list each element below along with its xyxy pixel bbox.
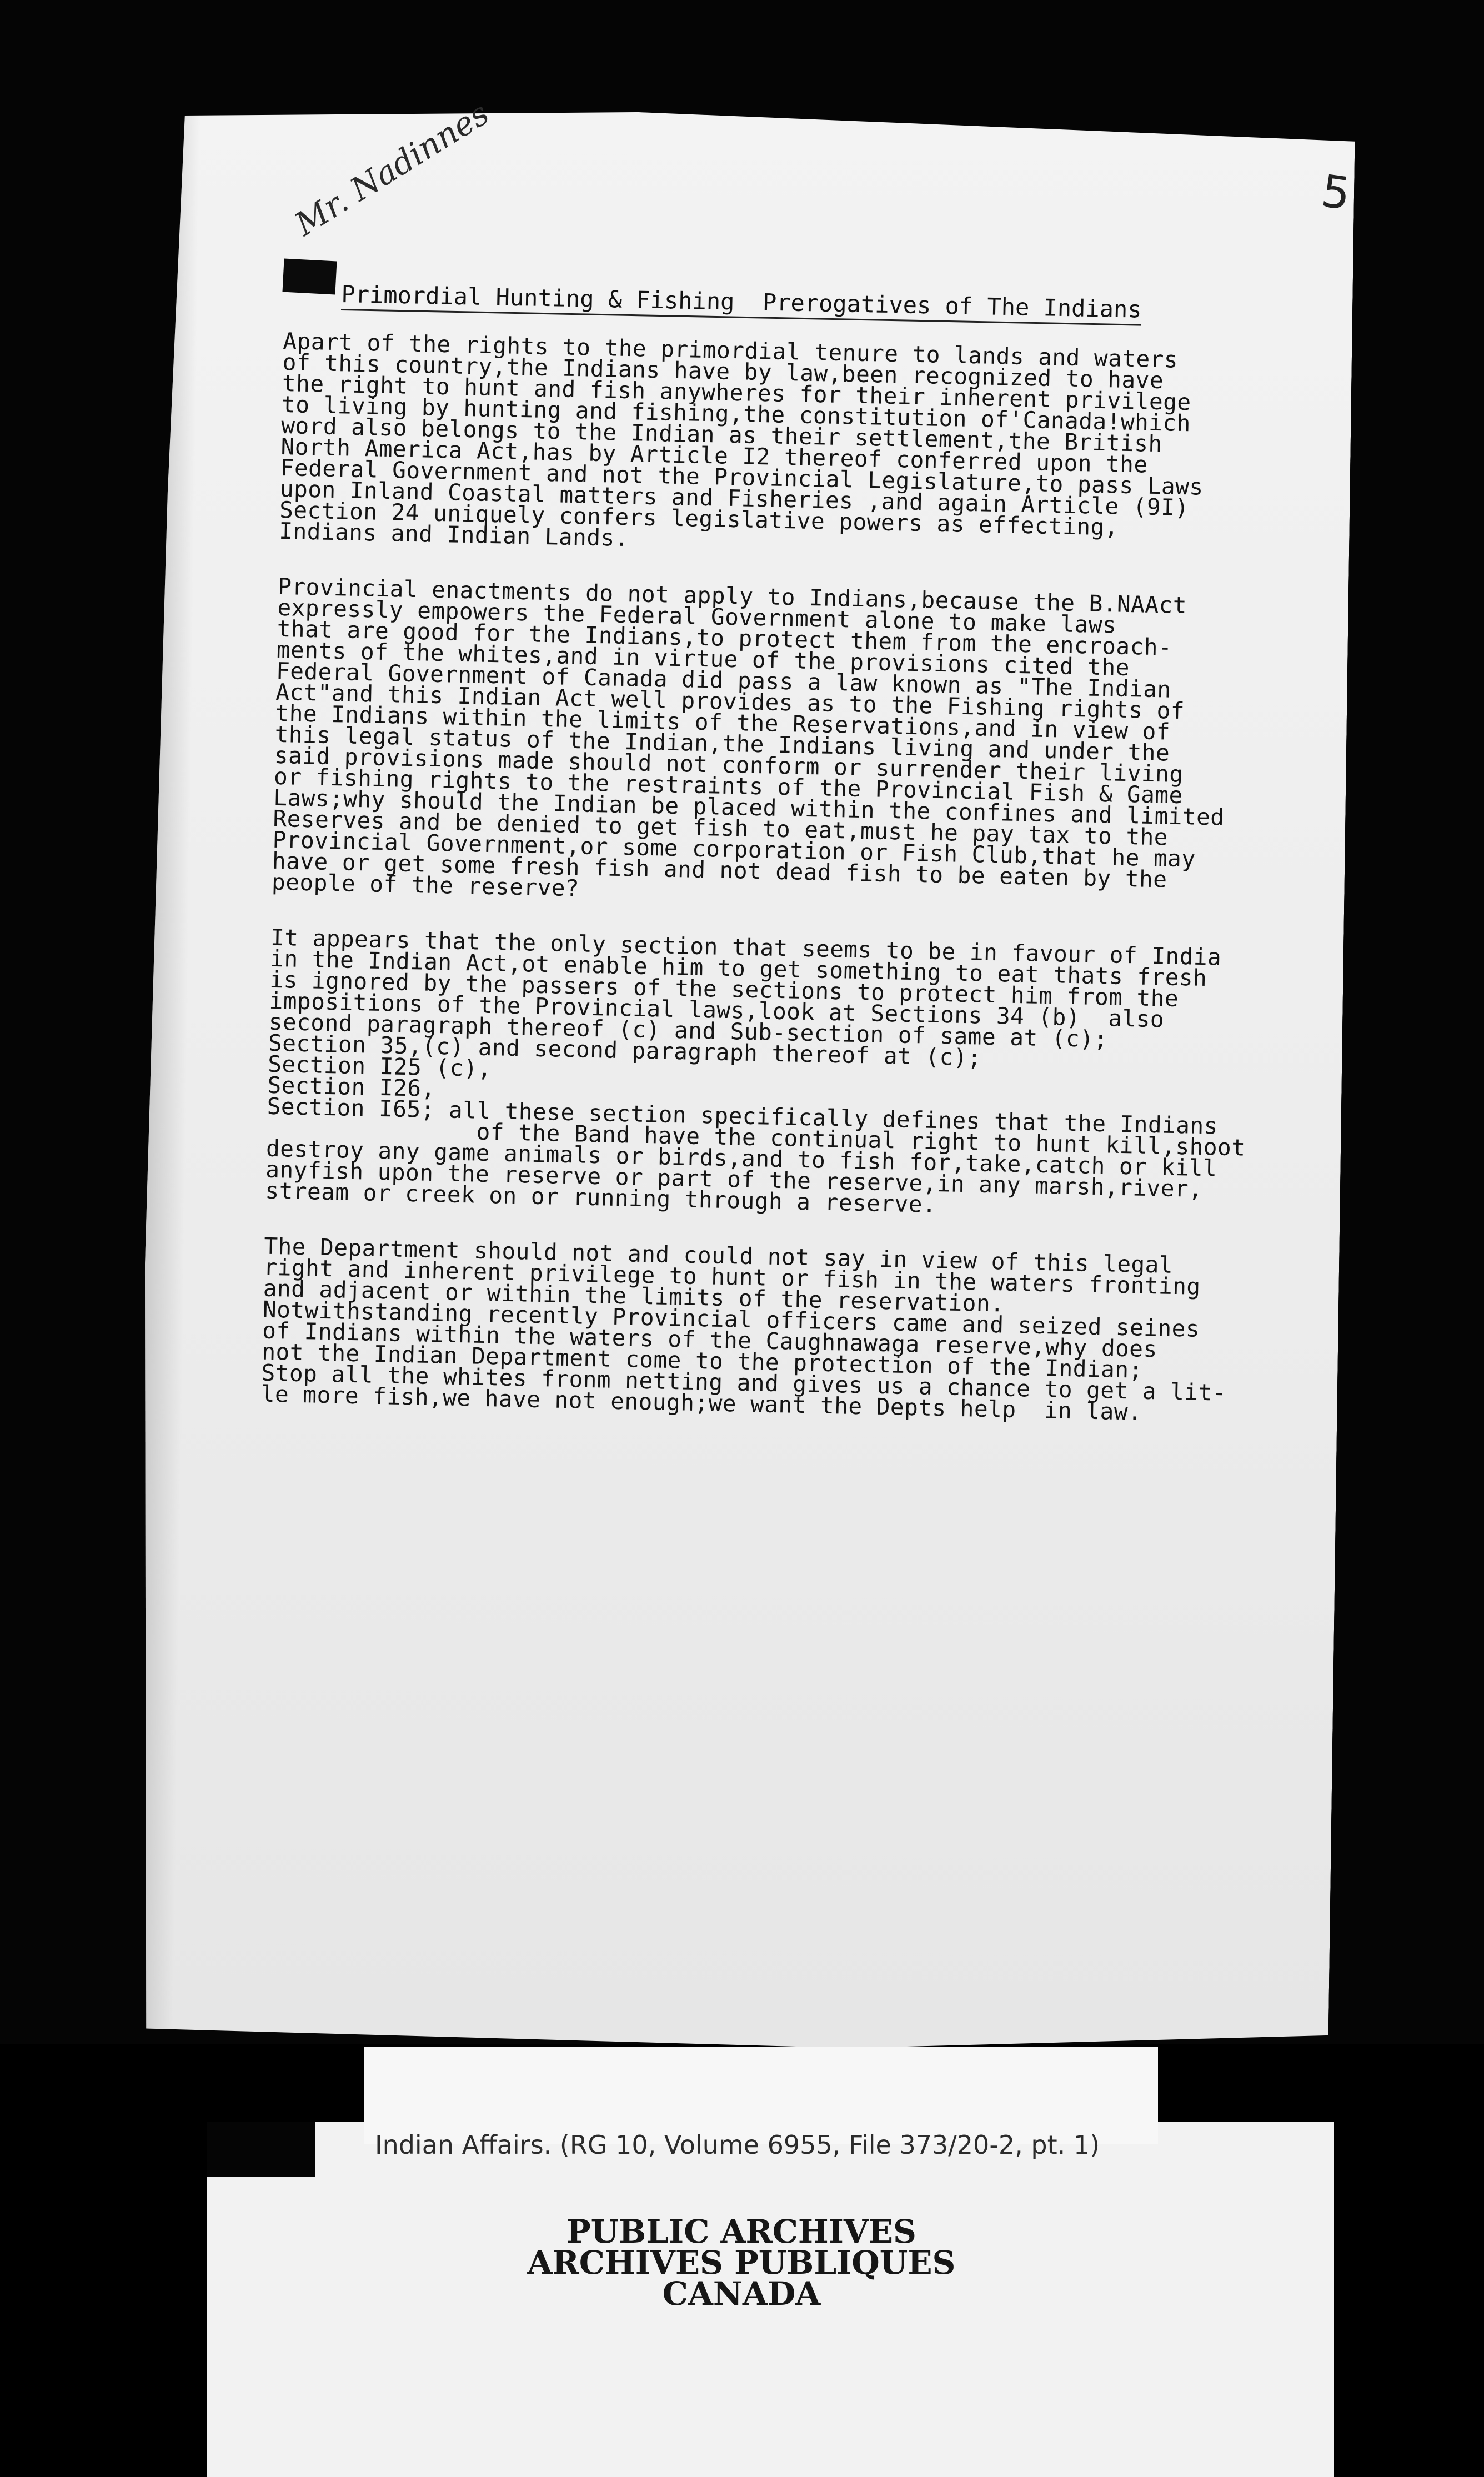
- handwritten-note: Mr. Nadinnes: [288, 94, 496, 244]
- archive-card-notch: [207, 2122, 315, 2177]
- paragraph-2: Provincial enactments do not apply to Indians,because the B.NAAct expressly empowers the Federal Government alone to make laws that are good for the Indians,to protect them from the encroach- ments of the whites,and in virtue of the provisions cited the Federal Government of Canada did pass a law known as "The Indian Act"and this Indian Act well provides as to the Fishing rights of the Indians within the limits of the Reservations,and in view of this legal status of the Indian,the Indians living and under the said provisions made should not conform or surrender their living or fishing rights to the restraints of the Provincial Fish & Game Laws;why should the Indian be placed within the confines and limited Reserves and be denied to get fish to eat,must he pay tax to the Provincial Government,or some corporation or Fish Club,that he may have or get some fresh fish and not dead fish to be eaten by the people of the reserve?: [271, 573, 1225, 902]
- stamp-line-3: CANADA: [662, 2275, 821, 2313]
- sheet-fold-shadow: [134, 106, 200, 2039]
- paragraph-3: It appears that the only section that seems to be in favour of India in the Indian Act,ot enable him to get something to eat thats fresh is ignored by the passers of the sections to protect him from the impositions of the Provincial laws,look at Sections 34 (b) also second paragraph thereof (c) and Sub-section of same at (c); Section 35,(c) and second paragraph thereof at (c); Section I25 (c), Section I26, Section I65; all these section specifically defines that the Indians of the Band have the continual right to hunt kill,shoot destroy any game animals or birds,and to fish for,take,catch or kill anyfish upon the reserve or part of the reserve,in any marsh,river, stream or creek on or running through a reserve.: [265, 924, 1246, 1218]
- reference-label-card: [364, 2047, 1158, 2144]
- document-title: Primordial Hunting & Fishing Prerogatives of The Indians: [341, 280, 1142, 326]
- page-number: 5: [1318, 164, 1354, 220]
- stamp-line-2: ARCHIVES PUBLIQUES: [527, 2244, 956, 2282]
- document-body: [260, 330, 1382, 1427]
- archive-stamp: [455, 2213, 1027, 2313]
- paragraph-1: Apart of the rights to the primordial tenure to lands and waters of this country,the Indians have by law,been recognized to have the right to hunt and fish anywheres for their inherent privilege to living by hunting and fishing,the constitution of'Canada!which word also belongs to the Indian as their settlement,the British North America Act,has by Article I2 thereof conferred upon the Federal Government and not the Provincial Legislature,to pass Laws upon Inland Coastal matters and Fisheries ,and again Article (9I) Section 24 uniquely confers legislative powers as effecting, Indians and Indian Lands.: [278, 328, 1204, 552]
- archive-reference: Indian Affairs. (RG 10, Volume 6955, File 373/20-2, pt. 1): [375, 2130, 1100, 2160]
- stamp-line-1: PUBLIC ARCHIVES: [566, 2213, 916, 2250]
- paragraph-4: The Department should not and could not say in view of this legal right and inherent privilege to hunt or fish in the waters fronting and adjacent or within the limits of the reservation. Notwithstanding recently Provincial officers came and seized seines of Indians within the waters of the Caughnawaga reserve,why does not the Indian Department come to the protection of the Indian; Stop all the whites fronm netting and gives us a chance to get a lit- le more fish,we have not enough;we want the Depts help in law.: [260, 1232, 1227, 1426]
- redaction-mark: [282, 259, 337, 295]
